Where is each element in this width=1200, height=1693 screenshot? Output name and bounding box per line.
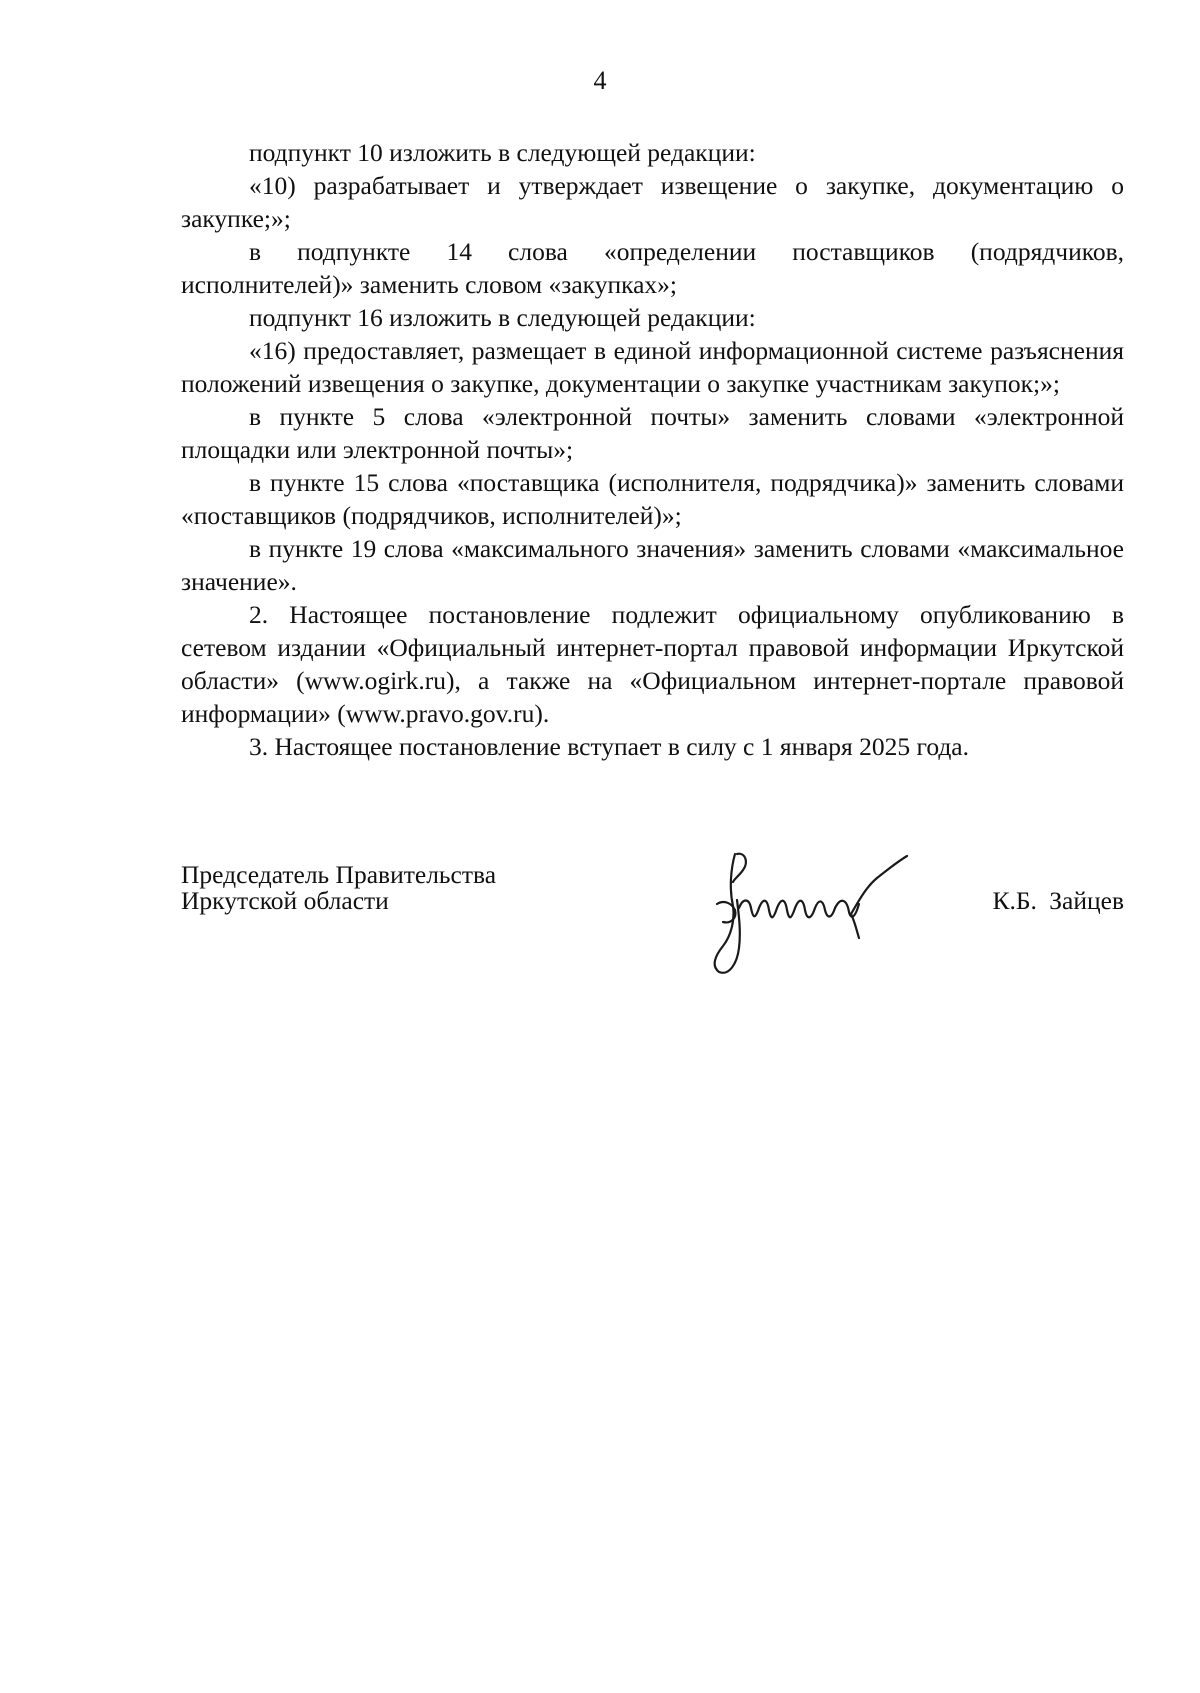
paragraph: в пункте 15 слова «поставщика (исполнителя, подрядчика)» заменить словами «поставщиков (подрядчиков, исполнителей)»; <box>181 468 1124 530</box>
paragraph: 3. Настоящее постановление вступает в силу с 1 января 2025 года. <box>249 732 970 761</box>
document-body <box>181 136 1124 763</box>
paragraph: подпункт 16 изложить в следующей редакции: <box>249 303 756 332</box>
paragraph: в пункте 5 слова «электронной почты» заменить словами «электронной площадки или электронной почты»; <box>181 402 1124 464</box>
signer-name: К.Б. Зайцев <box>992 886 1124 915</box>
signer-position-line: Председатель Правительства <box>181 860 497 889</box>
paragraph: «16) предоставляет, размещает в единой информационной системе разъяснения положений извещения о закупке, документации о закупке участникам закупок;»; <box>181 336 1124 398</box>
paragraph: 2. Настоящее постановление подлежит официальному опубликованию в сетевом издании «Официальный интернет-портал правовой информации Иркутской области» (www.ogirk.ru), а также на «Официальном интернет-портале правовой информации» (www.pravo.gov.ru). <box>181 600 1124 728</box>
page-number: 4 <box>593 66 607 95</box>
paragraph: подпункт 10 изложить в следующей редакции: <box>249 138 756 167</box>
signature-block <box>181 862 1124 992</box>
handwritten-signature <box>701 848 931 978</box>
paragraph: в пункте 19 слова «максимального значения» заменить словами «максимальное значение». <box>181 534 1124 596</box>
signer-position <box>181 862 496 914</box>
paragraph: в подпункте 14 слова «определении поставщиков (подрядчиков, исполнителей)» заменить словом «закупках»; <box>181 237 1124 299</box>
signer-position-line: Иркутской области <box>181 886 389 915</box>
paragraph: «10) разрабатывает и утверждает извещение о закупке, документацию о закупке;»; <box>181 171 1124 233</box>
